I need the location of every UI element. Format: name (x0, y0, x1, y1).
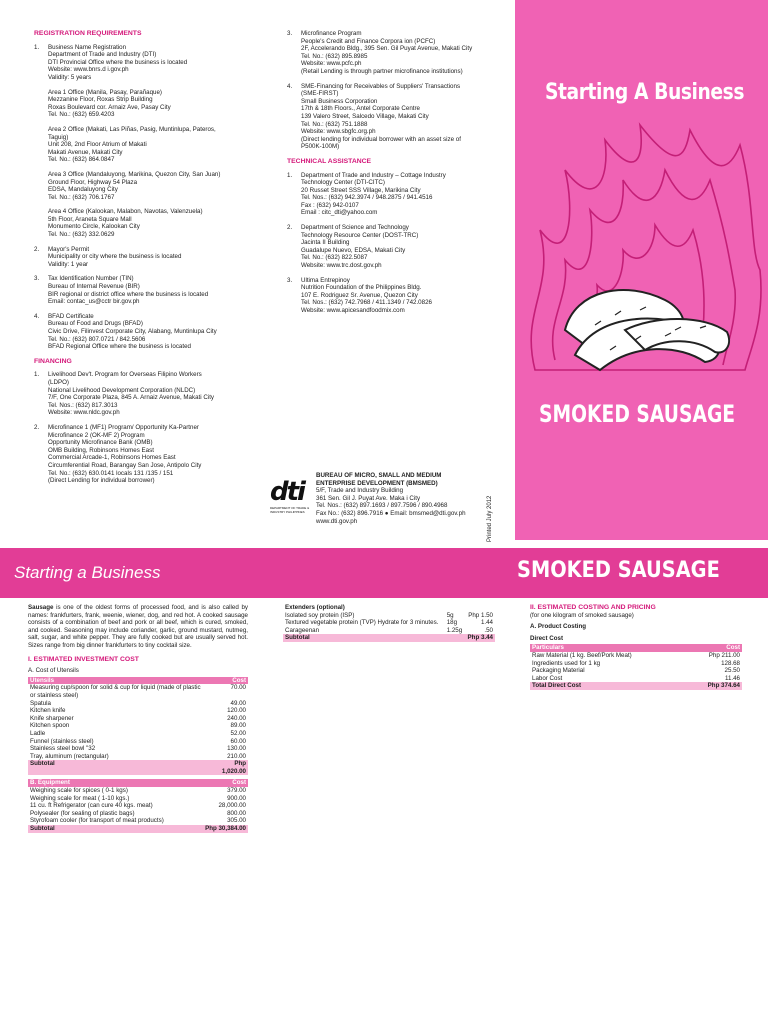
table-cell: Spatula (30, 699, 51, 707)
dti-logo-mark: dti (270, 477, 304, 507)
item-number: 3. (287, 276, 293, 284)
utensils-heading: A. Cost of Utensils (28, 667, 79, 675)
item-paragraph (301, 277, 432, 315)
printed-date (487, 462, 501, 542)
table-row (530, 660, 742, 668)
bmsmed-contact (316, 472, 491, 525)
text-line: Ultima Entrepinoy (301, 276, 350, 284)
item-number: 2. (34, 423, 40, 431)
list-item (34, 313, 264, 351)
text-line: Tel. No.: (632) 895.8985 (301, 52, 368, 60)
table-cell: Tray, aluminum (rectangular) (30, 752, 109, 760)
item-number: 2. (34, 245, 40, 253)
text-line: P500K-100M) (301, 143, 340, 151)
table-cell: Stainless steel bowl "32 (30, 745, 96, 753)
table-cell: 1.25g (446, 626, 463, 634)
table-row (28, 715, 248, 723)
equipment-subtotal-label: Subtotal (30, 825, 55, 833)
list-item (34, 44, 264, 239)
text-line: Bureau of Internal Revenue (BIR) (48, 283, 140, 291)
item-paragraph (48, 44, 220, 82)
text-line: Department of Trade and Industry (DTI) (48, 51, 157, 59)
text-line: Tel. Nos.: (632) 942.3974 / 948.2875 / 941.4516 (301, 194, 433, 202)
table-row (283, 627, 495, 635)
table-row (28, 802, 248, 810)
text-line: Mezzanine Floor, Roxas Strip Building (48, 96, 153, 104)
sausage-intro-lead: Sausage (28, 604, 54, 611)
list-item (287, 30, 502, 76)
sausage-illustration (555, 270, 735, 380)
table-cell: 18g (446, 619, 458, 627)
text-line: Tel. Nos.: (632) 742.7968 / 411.1349 / 742.0826 (301, 299, 432, 307)
text-line: Website: www.bnrs.d i.gov.ph (48, 66, 129, 74)
text-line: Website: www.trc.dost.gov.ph (301, 262, 382, 270)
text-line: BFAD Regional Office where the business is located (48, 343, 191, 351)
text-line: Nutrition Foundation of the Philippines Bldg. (301, 284, 422, 292)
table-cell: Ingredients used for 1 kg (532, 659, 601, 667)
item-paragraph (301, 83, 461, 151)
financing-list-continued (287, 30, 502, 151)
text-line: Bureau of Food and Drugs (BFAD) (48, 320, 143, 328)
equipment-table (28, 779, 248, 832)
text-line: Makati Avenue, Makati City (48, 148, 123, 156)
text-line: 107 E. Rodriguez Sr. Avenue, Quezon City (301, 291, 418, 299)
text-line: Validity: 1 year (48, 260, 89, 268)
table-row (283, 619, 495, 627)
table-cell: 1.44 (480, 619, 493, 627)
direct-col-particulars: Particulars (532, 644, 564, 652)
text-line: Tel. No.: (632) 807.0721 / 842.5606 (48, 335, 146, 343)
list-item (287, 83, 502, 151)
cover-panel (515, 0, 768, 540)
list-item (34, 371, 264, 417)
table-cell: Knife sharpener (30, 714, 74, 722)
utensils-subtotal-value: Php 1,020.00 (221, 760, 246, 775)
table-row (28, 787, 248, 795)
text-line: Area 1 Office (Manila, Pasay, Parañaque) (48, 88, 162, 96)
extenders-rows (283, 612, 495, 635)
utensils-col-cost: Cost (232, 676, 246, 684)
table-cell: 210.00 (227, 752, 246, 760)
text-line: Tel. No.: (632) 630.0141 locals 131 /135 / 151 (48, 469, 174, 477)
table-row (28, 684, 248, 699)
item-number: 3. (287, 30, 293, 37)
inner-middle-column (283, 604, 495, 642)
table-cell: Kitchen knife (30, 707, 66, 715)
technical-assistance-heading: TECHNICAL ASSISTANCE (287, 157, 372, 165)
item-paragraph (48, 89, 220, 119)
financing-list (34, 371, 264, 484)
list-item (287, 172, 502, 218)
text-line: (Direct lending for individual borrower with an asset size of (301, 135, 461, 143)
item-body (301, 30, 472, 76)
text-line: Municipality or city where the business is located (48, 253, 182, 261)
text-line: 5/F, Trade and Industry Building (316, 487, 404, 495)
item-body (48, 371, 214, 417)
extenders-heading: Extenders (optional) (285, 604, 345, 611)
cover-title: Starting A Business (545, 80, 745, 105)
text-line: Email: contac_us@cctr bir.gov.ph (48, 298, 140, 306)
item-body (48, 246, 181, 269)
table-row (530, 667, 742, 675)
table-cell: .50 (484, 626, 493, 634)
text-line: 361 Sen. Gil J. Puyat Ave. Maka i City (316, 494, 421, 502)
item-body (301, 224, 418, 270)
table-cell: 49.00 (230, 699, 246, 707)
text-line: Roxas Boulevard cor. Arnaiz Ave, Pasay City (48, 103, 171, 111)
item-body (48, 275, 208, 305)
text-line: Microfinance Program (301, 30, 362, 37)
equipment-col-cost: Cost (232, 779, 246, 787)
cover-product-name: SMOKED SAUSAGE (539, 400, 736, 428)
table-cell: 379.00 (227, 787, 246, 795)
band-product-title: SMOKED SAUSAGE (517, 558, 720, 583)
table-cell: Funnel (stainless steel) (30, 737, 94, 745)
item-paragraph (48, 275, 208, 305)
table-row (28, 707, 248, 715)
item-number: 1. (34, 371, 40, 379)
table-row (530, 675, 742, 683)
text-line: DTI Provincial Office where the business is located (48, 58, 188, 66)
table-cell: 11.46 (724, 674, 740, 682)
table-row (28, 738, 248, 746)
table-cell: Php 1.50 (468, 611, 493, 619)
table-cell: 28,000.00 (218, 802, 246, 810)
text-line: Tel. No.: (632) 864.0847 (48, 156, 115, 164)
item-paragraph (48, 208, 220, 238)
text-line: Fax No.: (632) 896.7916 ● Email: bmsmed@dti.gov.ph (316, 509, 466, 517)
table-cell: Kitchen spoon (30, 722, 70, 730)
item-paragraph (48, 246, 181, 269)
text-line: 2F, Accelerando Bldg., 395 Sen. Gil Puyat Avenue, Makati City (301, 45, 473, 53)
equipment-rows (28, 787, 248, 825)
text-line: (SME-FIRST) (301, 90, 339, 98)
item-paragraph (48, 313, 217, 351)
printed-date-text: Printed July 2012 (487, 495, 493, 542)
text-line: www.dti.gov.ph (316, 517, 358, 525)
table-cell: Measuring cup/spoon for solid & cup for liquid (made of plastic or stainless steel) (30, 684, 201, 699)
investment-cost-heading: I. ESTIMATED INVESTMENT COST (28, 655, 139, 663)
text-line: Email : citc_dti@yahoo.com (301, 209, 378, 217)
text-line: Opportunity Microfinance Bank (OMB) (48, 439, 153, 447)
table-row (28, 700, 248, 708)
extenders-subtotal-label: Subtotal (285, 634, 310, 642)
table-row (28, 745, 248, 753)
text-line: 20 Russet Street SSS Village, Marikina City (301, 186, 421, 194)
text-line: Tel. No.: (632) 659.4203 (48, 111, 115, 119)
item-number: 3. (34, 275, 40, 283)
table-row (28, 817, 248, 825)
table-cell: 128.68 (721, 659, 740, 667)
item-body (301, 172, 446, 218)
direct-cost-table (530, 644, 742, 690)
table-cell: Weighing scale for meat ( 1-10 kgs.) (30, 794, 130, 802)
table-cell: 25.50 (724, 667, 740, 675)
text-line: Monumento Circle, Kalookan City (48, 223, 140, 231)
text-line: Area 3 Office (Mandaluyong, Marikina, Quezon City, San Juan) (48, 170, 221, 178)
table-cell: Raw Material (1 kg. Beef/Pork Meat) (532, 651, 632, 659)
table-cell: 240.00 (227, 714, 246, 722)
list-item (34, 246, 264, 269)
text-line: Civic Drive, Filinvest Corporate City, Alabang, Muntinlupa City (48, 328, 217, 335)
item-number: 1. (34, 43, 40, 51)
table-cell: 89.00 (230, 722, 246, 730)
text-line: Tel. Nos.: (632) 897.1693 / 897.7596 / 890.4968 (316, 502, 448, 510)
table-cell: 70.00 (230, 684, 246, 692)
table-cell: 60.00 (230, 737, 246, 745)
text-line: SME-Financing for Receivables of Suppliers' Transactions (301, 82, 461, 90)
text-line: Website: www.nldc.gov.ph (48, 409, 120, 417)
text-line: Jacinta II Building (301, 239, 350, 247)
text-line: National Livelihood Development Corporation (NLDC) (48, 386, 196, 394)
utensils-table (28, 677, 248, 776)
text-line: 5th Floor, Araneta Square Mall (48, 215, 132, 223)
text-line: Department of Science and Technology (301, 224, 409, 232)
financing-heading: FINANCING (34, 357, 72, 365)
text-line: 17th & 18th Floors., Antel Corporate Centre (301, 105, 421, 113)
text-line: Ground Floor, Highway 54 Plaza (48, 178, 138, 186)
text-line: 139 Valero Street, Salcedo Village, Makati City (301, 112, 429, 120)
costing-heading: II. ESTIMATED COSTING AND PRICING (530, 604, 656, 611)
direct-cost-rows (530, 652, 742, 682)
text-line: Area 4 Office (Kalookan, Malabon, Navotas, Valenzuela) (48, 208, 203, 216)
table-cell: Styrofoam cooler (for transport of meat products) (30, 817, 164, 825)
item-paragraph (48, 424, 201, 485)
text-line: People's Credit and Finance Corpora ion (PCFC) (301, 37, 436, 45)
text-line: BIR regional or district office where the business is located (48, 290, 209, 298)
bmsmed-title-1: BUREAU OF MICRO, SMALL AND MEDIUM (316, 472, 442, 479)
bmsmed-title-2: ENTERPRISE DEVELOPMENT (BMSMED) (316, 479, 438, 487)
table-cell: Textured vegetable protein (TVP) Hydrate for 3 minutes. (285, 619, 439, 627)
band-series-title: Starting a Business (14, 563, 161, 582)
utensils-rows (28, 684, 248, 760)
table-row (28, 753, 248, 761)
item-paragraph (301, 172, 446, 218)
table-cell: 11 cu. ft Refrigerator (can cure 40 kgs. meat) (30, 802, 153, 810)
dti-logo-subtitle: DEPARTMENT OF TRADE & INDUSTRY PHILIPPINES (270, 506, 310, 514)
table-cell: Isolated soy protein (ISP) (285, 611, 355, 619)
text-line: Tel. No.: (632) 822.5087 (301, 254, 368, 262)
direct-total-value: Php 374.64 (707, 682, 740, 690)
item-body (48, 313, 217, 351)
table-cell: 130.00 (227, 745, 246, 753)
registration-heading: REGISTRATION REQUIREMENTS (34, 30, 142, 37)
text-line: Microfinance 1 (MF1) Program/ Opportunity Ka-Partner (48, 423, 199, 431)
table-cell: Labor Cost (532, 674, 563, 682)
list-item (287, 277, 502, 315)
extenders-subtotal-value: Php 3.44 (467, 634, 493, 642)
table-row (530, 652, 742, 660)
text-line: Circumferential Road, Barangay San Jose, Antipolo City (48, 461, 202, 469)
bmsmed-address (316, 487, 491, 525)
text-line: Website: www.pcfc.ph (301, 60, 362, 68)
table-cell: 900.00 (227, 794, 246, 802)
table-cell: 120.00 (227, 707, 246, 715)
dti-logo (270, 478, 310, 524)
item-body (301, 83, 461, 151)
list-item (34, 424, 264, 485)
table-cell: Carageenan (285, 626, 320, 634)
direct-col-cost: Cost (726, 644, 740, 652)
text-line: Business Name Registration (48, 43, 127, 51)
table-cell: Packaging Material (532, 667, 585, 675)
item-body (48, 44, 220, 239)
inner-right-column (530, 604, 742, 690)
table-cell: Weighing scale for spices ( 0-1 kgs) (30, 787, 128, 795)
text-line: Technology Resource Center (DOST-TRC) (301, 231, 419, 239)
text-line: Unit 208, 2nd Floor Atrium of Makati (48, 141, 147, 149)
text-line: Tax Identification Number (TIN) (48, 275, 134, 283)
table-cell: 305.00 (227, 817, 246, 825)
text-line: Tel. No.: (632) 332.0629 (48, 231, 115, 239)
text-line: Mayor's Permit (48, 245, 90, 253)
assistance-column (287, 30, 502, 322)
item-paragraph (48, 126, 220, 164)
item-paragraph (301, 30, 472, 76)
inner-left-column (28, 604, 248, 833)
text-line: Guadalupe Nuevo, EDSA, Makati City (301, 246, 406, 254)
table-row (28, 722, 248, 730)
text-line: Commercial Arcade-1, Robinsons Homes East (48, 454, 176, 462)
direct-total-label: Total Direct Cost (532, 682, 582, 690)
item-number: 4. (287, 82, 293, 90)
text-line: Tel. No.: (632) 751.1888 (301, 120, 368, 128)
sausage-intro-text: is one of the oldest forms of processed food, and is also called by names: frankfurters, frank, weenie, wiener, dog, and red hot. A cooked sausage consists of a combination of beef and pork or all beef, which is cured, smoked, and cooked. Seasoning may include coriander, garlic, ground mustard, nutmeg, salt, sugar, and white pepper. They are fully cooked but are usually served hot. Sizes range from big dinner frankfurters to tiny cocktail size. (28, 604, 248, 649)
equipment-col-item: B. Equipment (30, 779, 70, 787)
direct-cost-heading: Direct Cost (530, 634, 564, 642)
utensils-col-item: Utensils (30, 676, 55, 684)
costing-subheading: (for one kilogram of smoked sausage) (530, 611, 634, 619)
item-body (48, 424, 201, 485)
text-line: Tel. Nos.: (632) 817.3013 (48, 401, 118, 409)
text-line: Area 2 Office (Makati, Las Piñas, Pasig, Muntinlupa, Pateros, (48, 125, 216, 133)
table-row (28, 795, 248, 803)
text-line: Livelihood Dev't. Program for Overseas Filipino Workers (48, 371, 202, 379)
text-line: Small Business Corporation (301, 97, 378, 105)
table-cell: 5g (446, 611, 454, 619)
text-line: OMB Building, Robinsons Homes East (48, 446, 154, 454)
registration-list (34, 44, 264, 351)
item-body (301, 277, 432, 315)
table-cell: Php 211.00 (708, 651, 740, 659)
registration-column (34, 30, 264, 492)
item-number: 4. (34, 312, 40, 320)
item-paragraph (48, 171, 220, 201)
text-line: Tel. No.: (632) 706.1767 (48, 193, 115, 201)
text-line: EDSA, Mandaluyong City (48, 186, 118, 194)
text-line: Taguig) (48, 133, 69, 141)
item-number: 2. (287, 224, 293, 232)
table-row (283, 612, 495, 620)
text-line: Technology Center (DTI-CITC) (301, 179, 385, 187)
list-item (287, 224, 502, 270)
text-line: (Direct Lending for individual borrower) (48, 477, 155, 485)
item-number: 1. (287, 171, 293, 179)
text-line: Fax : (632) 942-0107 (301, 201, 359, 209)
table-row (28, 730, 248, 738)
table-cell: 52.00 (230, 729, 246, 737)
text-line: Website: www.apicesandfoodmix.com (301, 307, 405, 314)
list-item (34, 275, 264, 305)
text-line: 7/F, One Corporate Plaza, 845 A. Arnaiz Avenue, Makati City (48, 394, 215, 402)
text-line: Department of Trade and Industry – Cottage Industry (301, 171, 446, 179)
text-line: Validity: 5 years (48, 73, 92, 81)
table-cell: Ladle (30, 729, 46, 737)
equipment-subtotal-value: Php 30,384.00 (205, 825, 246, 833)
text-line: Website: www.sbgfc.org.ph (301, 128, 376, 136)
text-line: (LDPO) (48, 378, 69, 386)
table-cell: Polysealer (for sealing of plastic bags) (30, 809, 135, 817)
sausage-intro (28, 604, 248, 650)
extenders-table (283, 604, 495, 642)
item-paragraph (301, 224, 418, 270)
technical-assistance-list (287, 172, 502, 315)
text-line: (Retail Lending is through partner microfinance institutions) (301, 67, 463, 75)
text-line: BFAD Certificate (48, 312, 94, 320)
text-line: Microfinance 2 (OK-MF 2) Program (48, 431, 145, 439)
product-costing-heading: A. Product Costing (530, 623, 587, 631)
table-cell: 800.00 (227, 809, 246, 817)
utensils-subtotal-label: Subtotal (30, 760, 55, 768)
item-paragraph (48, 371, 214, 417)
table-row (28, 810, 248, 818)
